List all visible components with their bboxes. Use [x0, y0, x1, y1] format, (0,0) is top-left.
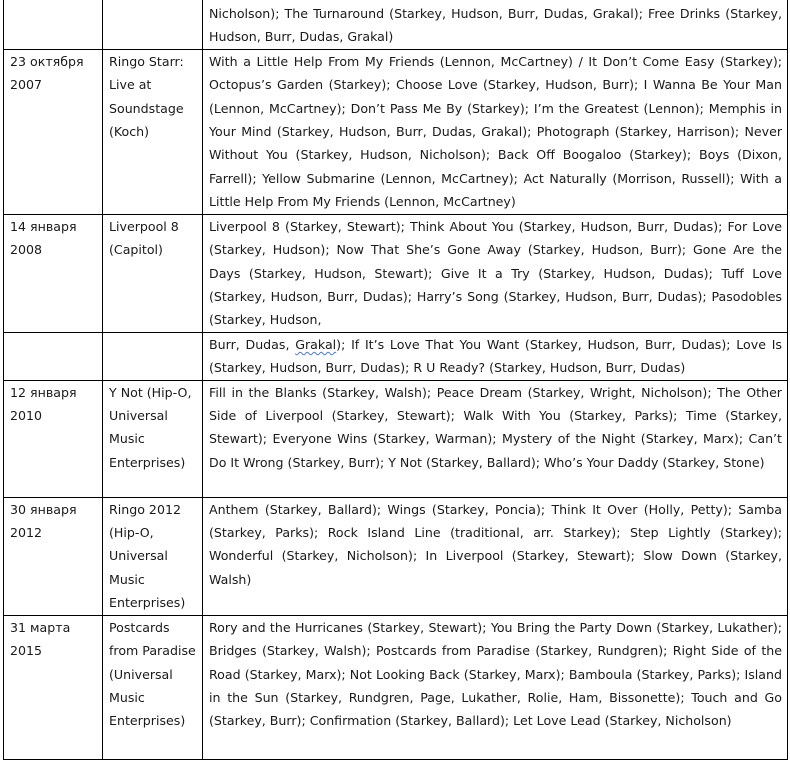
release-date: 31 марта 2015: [4, 615, 103, 759]
spellcheck-marked-word: Grakal: [295, 336, 337, 352]
album-title: Ringo 2012 (Hip-O, Universal Music Enterprises): [103, 497, 203, 615]
track-list: Anthem (Starkey, Ballard); Wings (Starkey, Poncia); Think It Over (Holly, Petty); Samba (Starkey, Parks); Rock Island Line (traditional, arr. Starkey); Step Lightly (Starkey); Wonderful (Starkey, Nicholson); In Liverpool (Starkey, Stewart); Slow Down (Starkey, Walsh): [203, 497, 788, 615]
track-list: With a Little Help From My Friends (Lennon, McCartney) / It Don’t Come Easy (Starkey); Octopus’s Garden (Starkey); Choose Love (Starkey, Hudson, Burr); I Wanna Be Your Man (Lennon, McCartney); Don’t Pass Me By (Starkey); I’m the Greatest (Lennon); Memphis in Your Mind (Starkey, Hudson, Burr, Dudas, Grakal); Photograph (Starkey, Harrison); Never Without You (Starkey, Hudson, Nicholson); Back Off Boogaloo (Starkey); Boys (Dixon, Farrell); Yellow Submarine (Lennon, McCartney); Act Naturally (Morrison, Russell); With a Little Help From My Friends (Lennon, McCartney): [203, 49, 788, 214]
release-date: 23 октября 2007: [4, 49, 103, 214]
track-list-part: Burr, Dudas,: [209, 336, 296, 352]
table-row: [4, 0, 788, 49]
album-title: [103, 332, 203, 380]
album-title: Liverpool 8 (Capitol): [103, 214, 203, 332]
track-list-part: ); If It’s Love That You Want (Starkey, Hudson, Burr, Dudas); Love Is (Starkey, Hudson, Burr, Dudas); R U Ready? (Starkey, Hudson, Burr, Dudas): [209, 336, 782, 376]
release-date: 14 января 2008: [4, 214, 103, 332]
track-list: Rory and the Hurricanes (Starkey, Stewart); You Bring the Party Down (Starkey, Lukather); Bridges (Starkey, Walsh); Postcards from Paradise (Starkey, Rundgren); Right Side of the Road (Starkey, Marx); Not Looking Back (Starkey, Marx); Bamboula (Starkey, Parks); Island in the Sun (Starkey, Rundgren, Page, Lukather, Rolie, Ham, Bissonette); Touch and Go (Starkey, Burr); Confirmation (Starkey, Ballard); Let Love Lead (Starkey, Nicholson): [203, 615, 788, 759]
track-list: Liverpool 8 (Starkey, Stewart); Think About You (Starkey, Hudson, Burr, Dudas); For Love (Starkey, Hudson); Now That She’s Gone Away (Starkey, Hudson, Burr); Gone Are the Days (Starkey, Hudson, Stewart); Give It a Try (Starkey, Hudson, Dudas); Tuff Love (Starkey, Hudson, Burr, Dudas); Harry’s Song (Starkey, Hudson, Burr, Dudas); Pasodobles (Starkey, Hudson,: [203, 214, 788, 332]
table-row: [4, 380, 788, 497]
release-date: [4, 332, 103, 380]
album-title: Postcards from Paradise (Universal Music Enterprises): [103, 615, 203, 759]
album-title: [103, 0, 203, 49]
release-date: 12 января 2010: [4, 380, 103, 497]
table-row: [4, 497, 788, 615]
release-date: [4, 0, 103, 49]
discography-table: [3, 0, 788, 760]
release-date: 30 января 2012: [4, 497, 103, 615]
album-title: Y Not (Hip-O, Universal Music Enterprises): [103, 380, 203, 497]
track-list: [203, 332, 788, 380]
album-title: Ringo Starr: Live at Soundstage (Koch): [103, 49, 203, 214]
table-row: [4, 332, 788, 380]
table-row: [4, 214, 788, 332]
track-list: Nicholson); The Turnaround (Starkey, Hudson, Burr, Dudas, Grakal); Free Drinks (Starkey, Hudson, Burr, Dudas, Grakal): [203, 0, 788, 49]
table-row: [4, 49, 788, 214]
table-row: [4, 615, 788, 759]
track-list: Fill in the Blanks (Starkey, Walsh); Peace Dream (Starkey, Wright, Nicholson); The Other Side of Liverpool (Starkey, Stewart); Walk With You (Starkey, Parks); Time (Starkey, Stewart); Everyone Wins (Starkey, Warman); Mystery of the Night (Starkey, Marx); Can’t Do It Wrong (Starkey, Burr); Y Not (Starkey, Ballard); Who’s Your Daddy (Starkey, Stone): [203, 380, 788, 497]
